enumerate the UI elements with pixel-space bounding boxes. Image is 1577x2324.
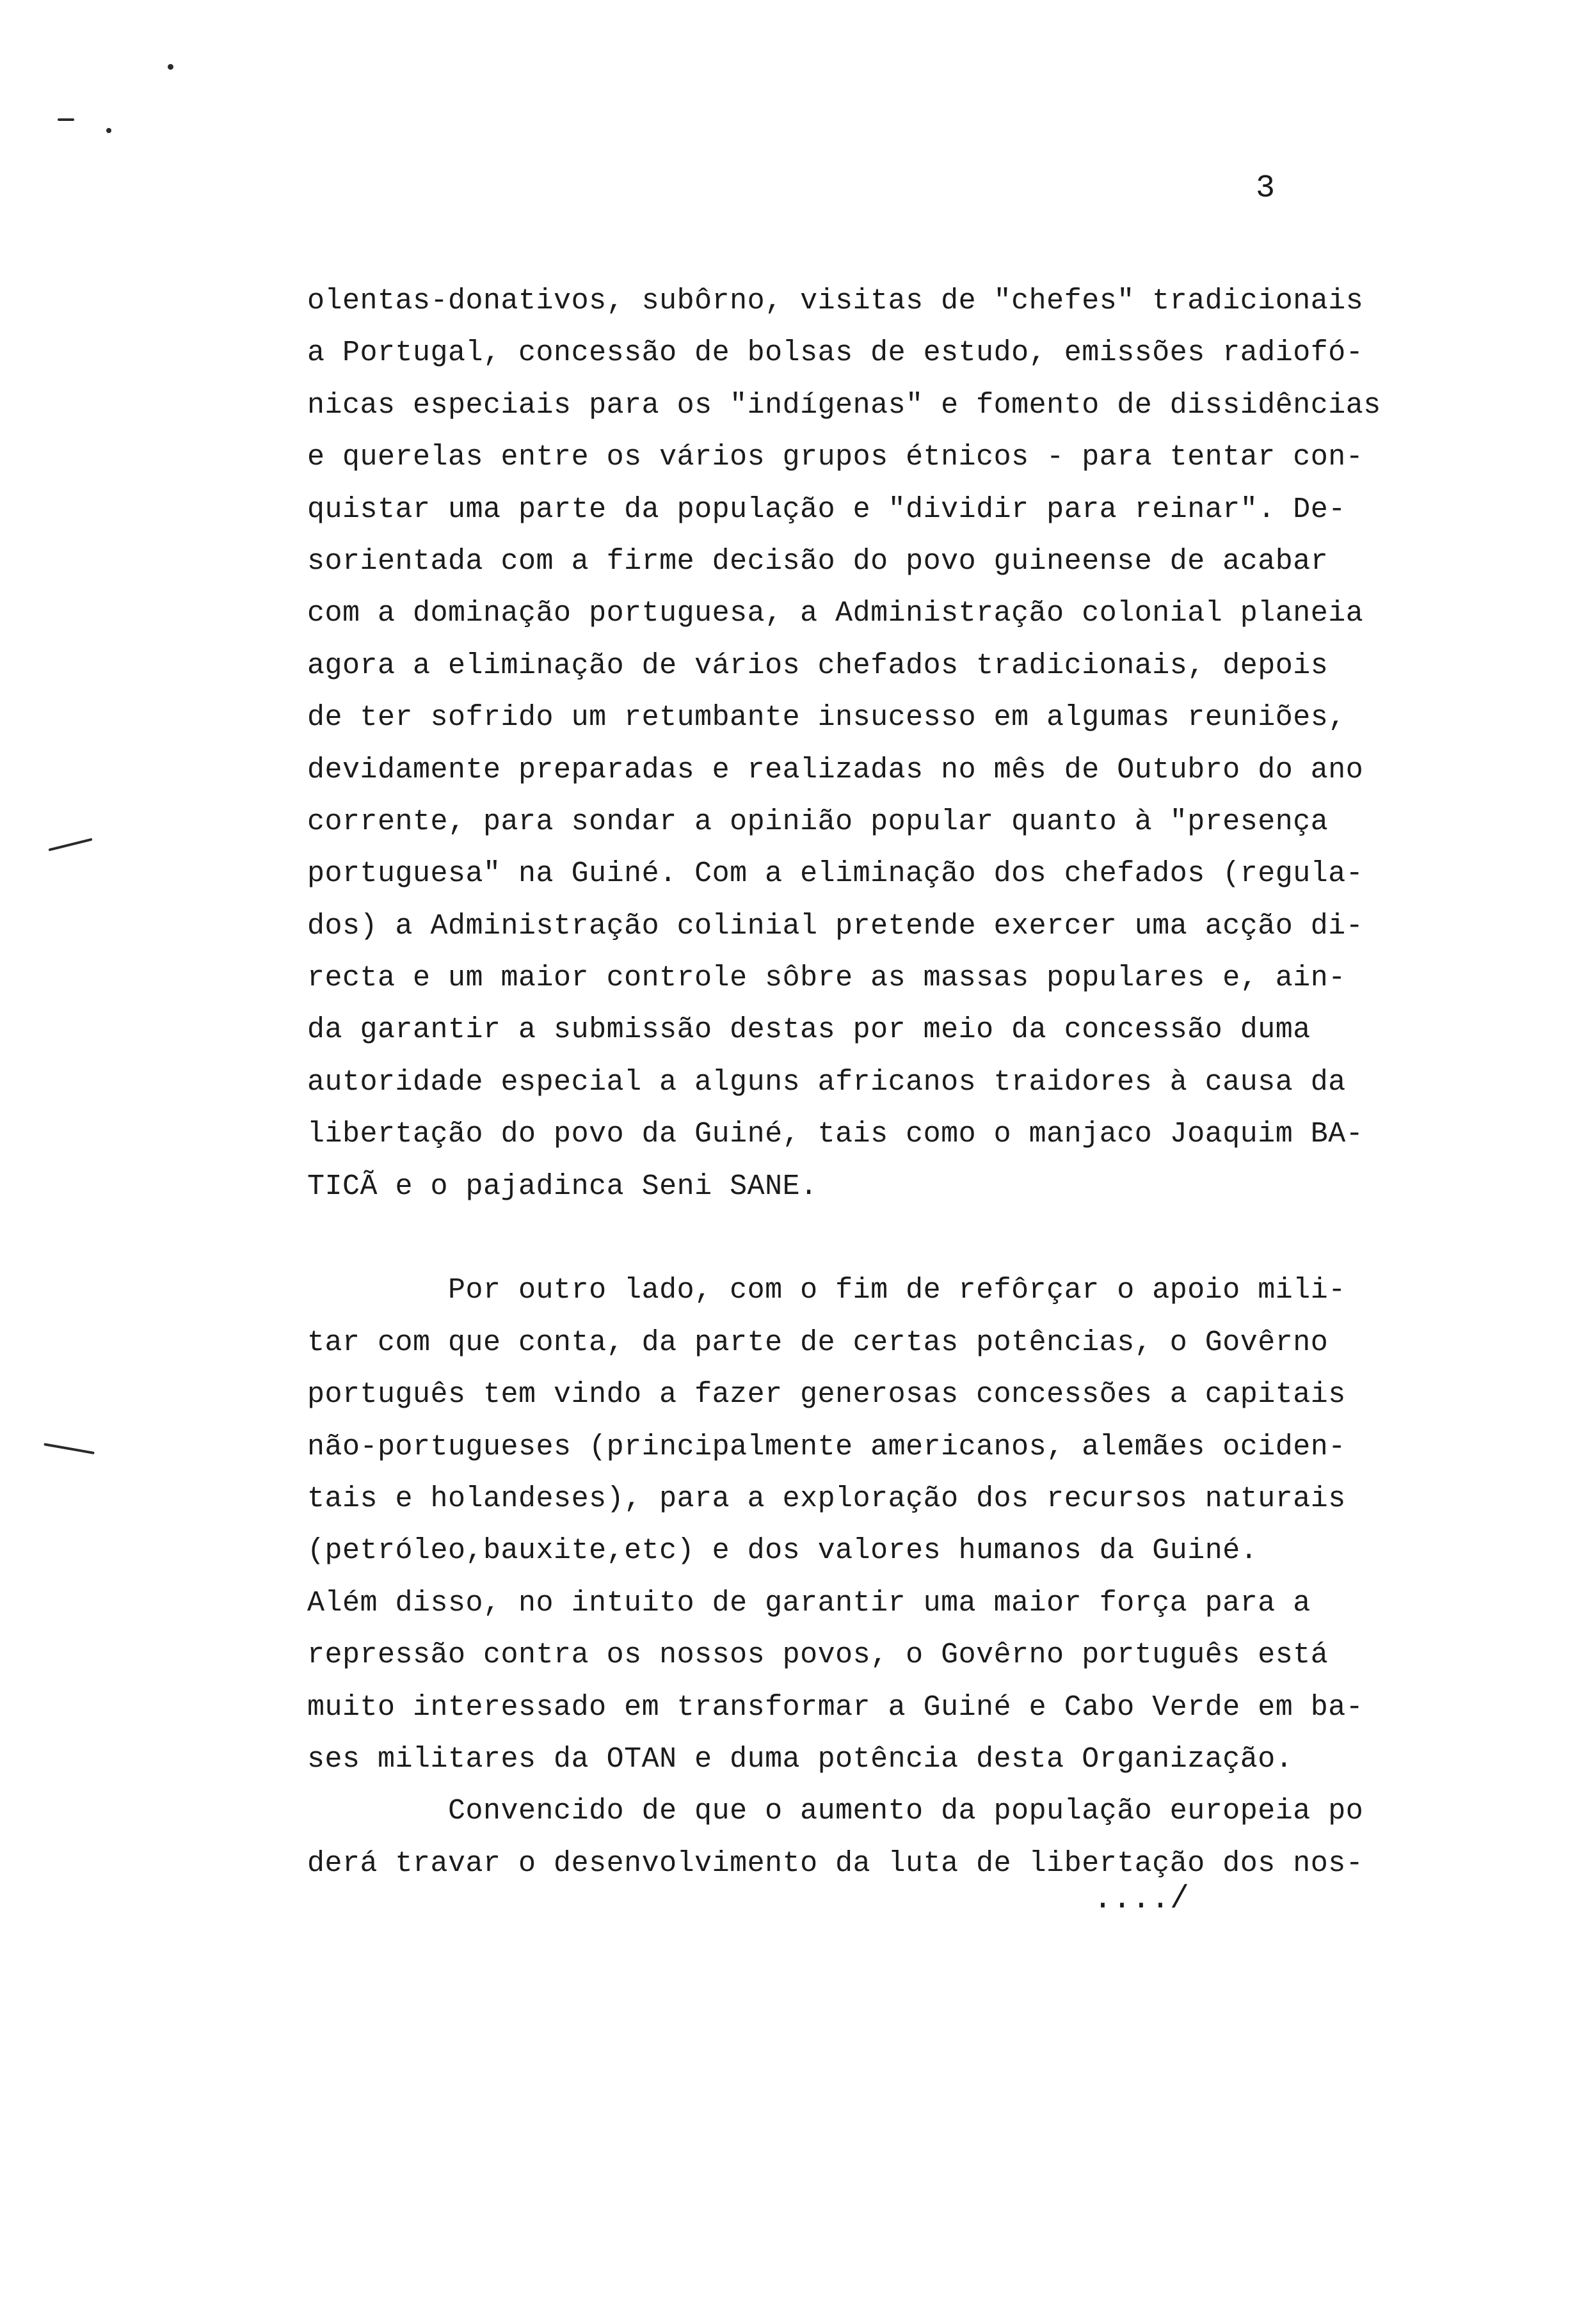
text-line [307, 1213, 1472, 1264]
text-line: portuguesa" na Guiné. Com a eliminação dos chefados (regula- [307, 857, 1364, 891]
text-line: repressão contra os nossos povos, o Govêrno português está [307, 1639, 1329, 1672]
text-line: tais e holandeses), para a exploração dos recursos naturais [307, 1482, 1346, 1515]
text-line: português tem vindo a fazer generosas concessões a capitais [307, 1378, 1346, 1412]
body-text [307, 275, 1472, 1890]
text-line: dos) a Administração colinial pretende exercer uma acção di- [307, 909, 1364, 943]
page-number: 3 [1256, 170, 1276, 207]
text-line: devidamente preparadas e realizadas no mês de Outubro do ano [307, 753, 1364, 786]
text-line: sorientada com a firme decisão do povo guineense de acabar [307, 545, 1329, 578]
text-line: Convencido de que o aumento da população europeia po [307, 1795, 1364, 1828]
text-line: TICÃ e o pajadinca Seni SANE. [307, 1170, 818, 1203]
text-line: e querelas entre os vários grupos étnicos - para tentar con- [307, 441, 1364, 474]
text-line: com a dominação portuguesa, a Administração colonial planeia [307, 597, 1364, 630]
text-line: nicas especiais para os "indígenas" e fomento de dissidências [307, 388, 1381, 422]
continuation-mark: ..../ [1093, 1881, 1190, 1918]
text-line: da garantir a submissão destas por meio da concessão duma [307, 1014, 1311, 1047]
text-line: Por outro lado, com o fim de refôrçar o apoio mili- [307, 1274, 1346, 1307]
text-line: tar com que conta, da parte de certas potências, o Govêrno [307, 1326, 1329, 1359]
text-line: ses militares da OTAN e duma potência desta Organização. [307, 1742, 1293, 1776]
scan-speck [58, 118, 74, 121]
text-line: muito interessado em transformar a Guiné e Cabo Verde em ba- [307, 1691, 1364, 1724]
text-line: a Portugal, concessão de bolsas de estudo, emissões radiofó- [307, 337, 1364, 370]
scan-speck [168, 64, 173, 70]
text-line: libertação do povo da Guiné, tais como o manjaco Joaquim BA- [307, 1118, 1364, 1151]
text-line: (petróleo,bauxite,etc) e dos valores humanos da Guiné. [307, 1534, 1258, 1568]
text-line: agora a eliminação de vários chefados tradicionais, depois [307, 649, 1329, 682]
text-line: recta e um maior controle sôbre as massas populares e, ain- [307, 962, 1346, 995]
text-line: Além disso, no intuito de garantir uma maior força para a [307, 1586, 1311, 1620]
text-line: de ter sofrido um retumbante insucesso em algumas reuniões, [307, 701, 1346, 735]
text-line: olentas-donativos, subôrno, visitas de "chefes" tradicionais [307, 285, 1364, 317]
text-line: quistar uma parte da população e "dividir para reinar". De- [307, 493, 1346, 526]
margin-mark [44, 1443, 94, 1454]
text-line: não-portugueses (principalmente americanos, alemães ociden- [307, 1430, 1346, 1463]
text-line: autoridade especial a alguns africanos traidores à causa da [307, 1065, 1346, 1099]
text-line: derá travar o desenvolvimento da luta de libertação dos nos- [307, 1847, 1364, 1880]
margin-mark [49, 838, 93, 852]
scan-speck [106, 128, 111, 133]
text-line: corrente, para sondar a opinião popular quanto à "presença [307, 805, 1329, 838]
